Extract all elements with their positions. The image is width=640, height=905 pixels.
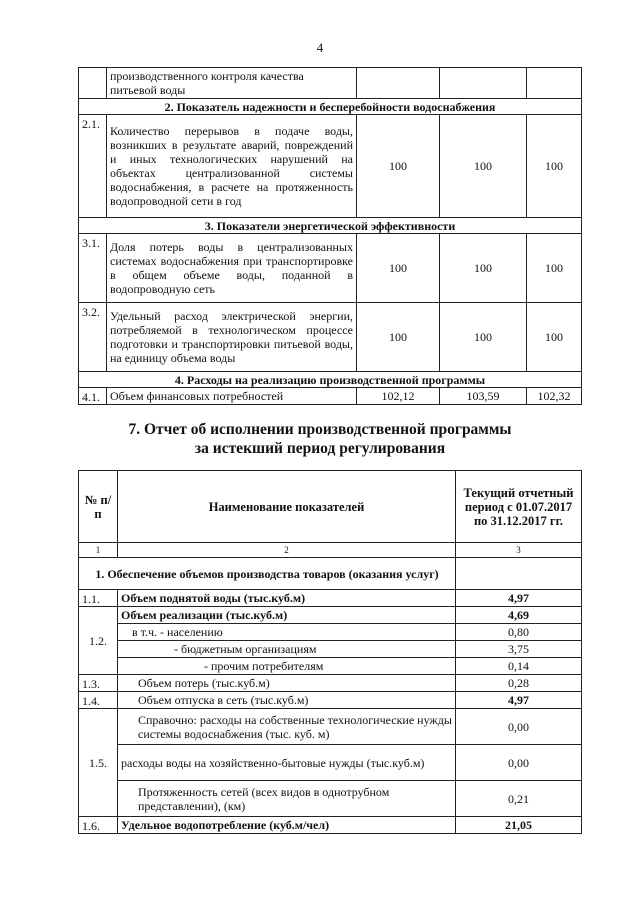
table-row xyxy=(79,68,582,99)
indicator-text: - бюджетным организациям xyxy=(118,641,456,658)
indicator-text: Протяженность сетей (всех видов в однотрубном представлении), (км) xyxy=(118,781,456,817)
title-line-2: за истекший период регулирования xyxy=(194,440,446,457)
section-header xyxy=(79,372,582,388)
table-row xyxy=(79,709,582,745)
table-row xyxy=(79,590,582,607)
table-row xyxy=(79,781,582,817)
row-number: 2.1. xyxy=(79,115,107,218)
header-name: Наименование показателей xyxy=(118,471,456,543)
value-cell: 100 xyxy=(357,234,440,303)
section-header xyxy=(79,558,582,590)
row-number: 1.4. xyxy=(79,692,118,709)
row-number: 1.6. xyxy=(79,817,118,834)
value-cell: 4,97 xyxy=(456,590,582,607)
row-number: 1.5. xyxy=(79,709,118,817)
table-row xyxy=(79,624,582,641)
value-cell: 0,21 xyxy=(456,781,582,817)
value-cell: 100 xyxy=(440,303,527,372)
value-cell: 4,69 xyxy=(456,607,582,624)
value-cell: 100 xyxy=(527,234,582,303)
column-numbers-row xyxy=(79,543,582,558)
value-cell: 102,12 xyxy=(357,388,440,405)
table-row xyxy=(79,234,582,303)
row-number: 3.1. xyxy=(79,234,107,303)
value-cell: 0,28 xyxy=(456,675,582,692)
indicator-text: расходы воды на хозяйственно-бытовые нужды (тыс.куб.м) xyxy=(118,745,456,781)
value-cell: 103,59 xyxy=(440,388,527,405)
value-cell: 100 xyxy=(440,115,527,218)
header-number: № п/п xyxy=(79,471,118,543)
value-cell: 102,32 xyxy=(527,388,582,405)
row-number: 1.3. xyxy=(79,675,118,692)
indicator-text: Объем финансовых потребностей xyxy=(107,388,357,405)
table-row xyxy=(79,388,582,405)
value-cell: 100 xyxy=(440,234,527,303)
indicator-text: Количество перерывов в подаче воды, возникших в результате аварий, повреждений и иных технологических нарушений на объектах централизованной системы водоснабжения, в расчете на протяженность водопроводной сети в год xyxy=(107,115,357,218)
col-number-3: 3 xyxy=(456,543,582,558)
value-cell: 0,00 xyxy=(456,745,582,781)
value-cell: 0,14 xyxy=(456,658,582,675)
row-number: 1.2. xyxy=(79,607,118,675)
table-row xyxy=(79,607,582,624)
indicator-text: Объем поднятой воды (тыс.куб.м) xyxy=(118,590,456,607)
row-number: 3.2. xyxy=(79,303,107,372)
section-4-title: 4. Расходы на реализацию производственной программы xyxy=(79,372,582,388)
value-cell: 0,80 xyxy=(456,624,582,641)
table-row xyxy=(79,641,582,658)
indicator-text: Доля потерь воды в централизованных системах водоснабжения при транспортировке в общем объеме воды, поданной в водопроводную сеть xyxy=(107,234,357,303)
section-header xyxy=(79,99,582,115)
col-number-1: 1 xyxy=(79,543,118,558)
value-cell: 0,00 xyxy=(456,709,582,745)
section-7-title xyxy=(0,420,640,458)
indicator-text: производственного контроля качества питьевой воды xyxy=(107,68,357,99)
table-row xyxy=(79,692,582,709)
table-row xyxy=(79,658,582,675)
value-cell: 3,75 xyxy=(456,641,582,658)
value-cell: 100 xyxy=(527,115,582,218)
section-1-title: 1. Обеспечение объемов производства товаров (оказания услуг) xyxy=(79,558,456,590)
table-row xyxy=(79,115,582,218)
indicators-table xyxy=(78,67,582,405)
row-number: 4.1. xyxy=(79,388,107,405)
indicator-text: - прочим потребителям xyxy=(118,658,456,675)
header-row xyxy=(79,471,582,543)
title-line-1: 7. Отчет об исполнении производственной программы xyxy=(128,421,512,438)
table-row xyxy=(79,817,582,834)
header-period: Текущий отчетный период с 01.07.2017 по 31.12.2017 гг. xyxy=(456,471,582,543)
report-table xyxy=(78,470,582,834)
value-cell: 21,05 xyxy=(456,817,582,834)
indicator-text: Удельный расход электрической энергии, потребляемой в технологическом процессе подготовки и транспортировки питьевой воды, на единицу объема воды xyxy=(107,303,357,372)
indicator-text: Справочно: расходы на собственные технологические нужды системы водоснабжения (тыс. куб. м) xyxy=(118,709,456,745)
indicator-text: Объем потерь (тыс.куб.м) xyxy=(118,675,456,692)
value-cell: 4,97 xyxy=(456,692,582,709)
row-number: 1.1. xyxy=(79,590,118,607)
indicator-text: Удельное водопотребление (куб.м/чел) xyxy=(118,817,456,834)
section-2-title: 2. Показатель надежности и бесперебойности водоснабжения xyxy=(79,99,582,115)
table-row xyxy=(79,675,582,692)
indicator-text: Объем отпуска в сеть (тыс.куб.м) xyxy=(118,692,456,709)
section-3-title: 3. Показатели энергетической эффективности xyxy=(79,218,582,234)
value-cell: 100 xyxy=(357,115,440,218)
indicator-text: в т.ч. - населению xyxy=(118,624,456,641)
value-cell: 100 xyxy=(527,303,582,372)
section-header xyxy=(79,218,582,234)
table-row xyxy=(79,745,582,781)
table-row xyxy=(79,303,582,372)
value-cell: 100 xyxy=(357,303,440,372)
indicator-text: Объем реализации (тыс.куб.м) xyxy=(118,607,456,624)
col-number-2: 2 xyxy=(118,543,456,558)
page-number: 4 xyxy=(316,40,324,55)
